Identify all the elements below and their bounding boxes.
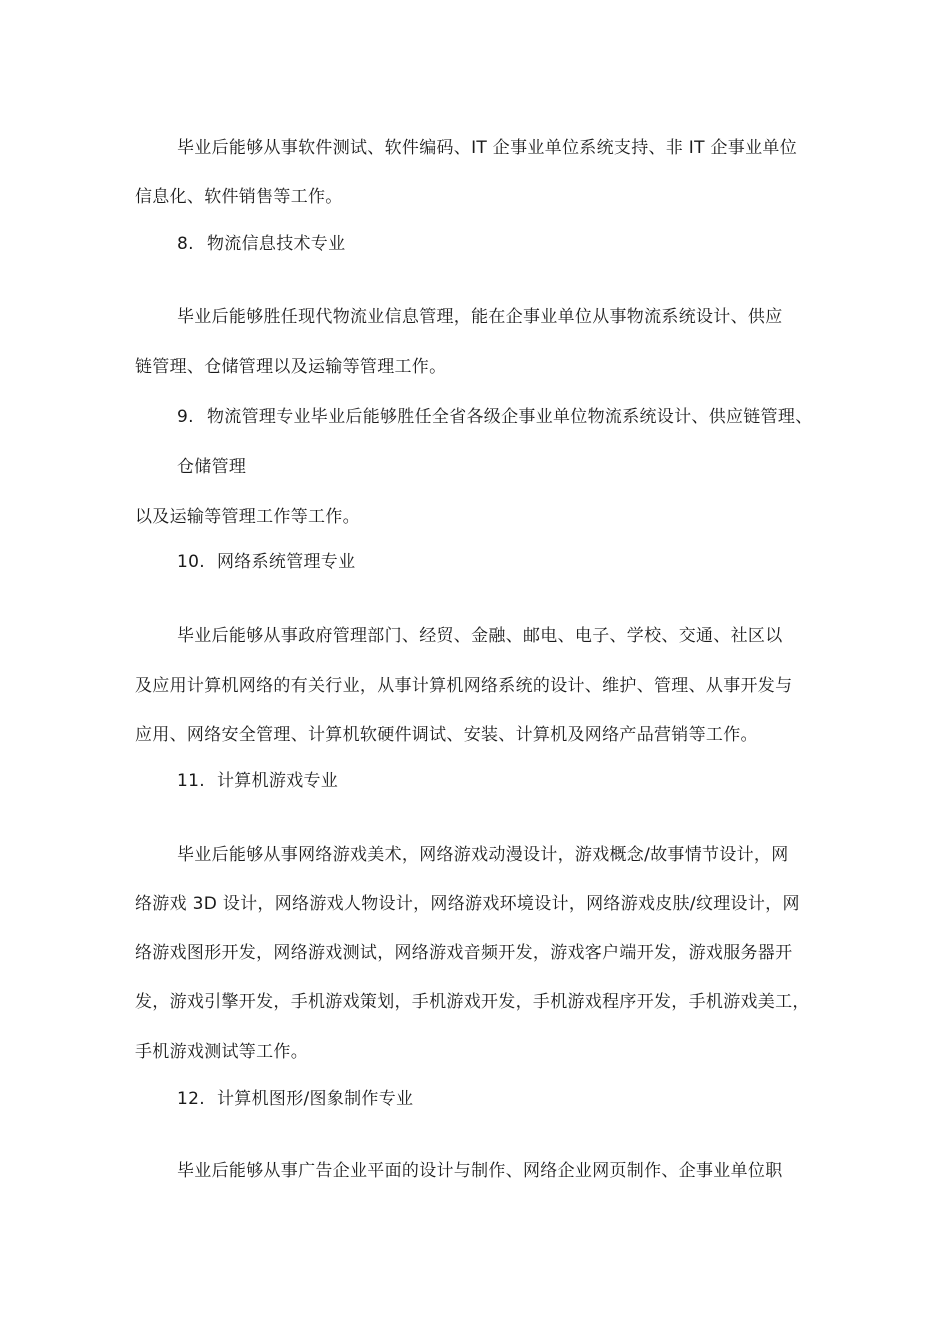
paragraph-line: 毕业后能够从事政府管理部门、经贸、金融、邮电、电子、学校、交通、社区以 xyxy=(177,626,783,646)
section-heading-10 xyxy=(177,550,355,574)
paragraph-line: 络游戏图形开发，网络游戏测试，网络游戏音频开发，游戏客户端开发，游戏服务器开 xyxy=(135,943,793,963)
paragraph-line: 以及运输等管理工作等工作。 xyxy=(135,507,360,527)
section-number: 10. xyxy=(177,552,205,572)
section-title: 计算机图形/图象制作专业 xyxy=(217,1089,414,1109)
section-number: 9. xyxy=(177,407,194,427)
section-heading-8 xyxy=(177,232,345,256)
section-title: 物流信息技术专业 xyxy=(207,234,346,254)
paragraph-line: 信息化、软件销售等工作。 xyxy=(135,187,343,207)
paragraph-line: 应用、网络安全管理、计算机软硬件调试、安装、计算机及网络产品营销等工作。 xyxy=(135,725,758,745)
paragraph-line: 毕业后能够从事广告企业平面的设计与制作、网络企业网页制作、企事业单位职 xyxy=(177,1161,783,1181)
paragraph-line: 毕业后能够从事软件测试、软件编码、IT 企事业单位系统支持、非 IT 企事业单位 xyxy=(177,138,798,158)
paragraph-line: 手机游戏测试等工作。 xyxy=(135,1042,308,1062)
section-title: 计算机游戏专业 xyxy=(217,771,339,791)
section-heading-11 xyxy=(177,769,338,793)
section-title: 网络系统管理专业 xyxy=(217,552,356,572)
paragraph-line: 络游戏 3D 设计，网络游戏人物设计，网络游戏环境设计，网络游戏皮肤/纹理设计，网 xyxy=(135,894,800,914)
paragraph-line: 及应用计算机网络的有关行业，从事计算机网络系统的设计、维护、管理、从事开发与 xyxy=(135,676,793,696)
section-heading-9 xyxy=(177,405,813,429)
paragraph-line: 毕业后能够从事网络游戏美术，网络游戏动漫设计，游戏概念/故事情节设计，网 xyxy=(177,845,789,865)
section-number: 12. xyxy=(177,1089,205,1109)
paragraph-line: 仓储管理 xyxy=(177,457,247,477)
section-text: 物流管理专业毕业后能够胜任全省各级企事业单位物流系统设计、供应链管理、 xyxy=(207,407,813,427)
section-number: 8. xyxy=(177,234,194,254)
section-heading-12 xyxy=(177,1087,413,1111)
paragraph-line: 发，游戏引擎开发，手机游戏策划，手机游戏开发，手机游戏程序开发，手机游戏美工， xyxy=(135,992,810,1012)
paragraph-line: 毕业后能够胜任现代物流业信息管理，能在企事业单位从事物流系统设计、供应 xyxy=(177,307,783,327)
section-number: 11. xyxy=(177,771,205,791)
paragraph-line: 链管理、仓储管理以及运输等管理工作。 xyxy=(135,357,447,377)
